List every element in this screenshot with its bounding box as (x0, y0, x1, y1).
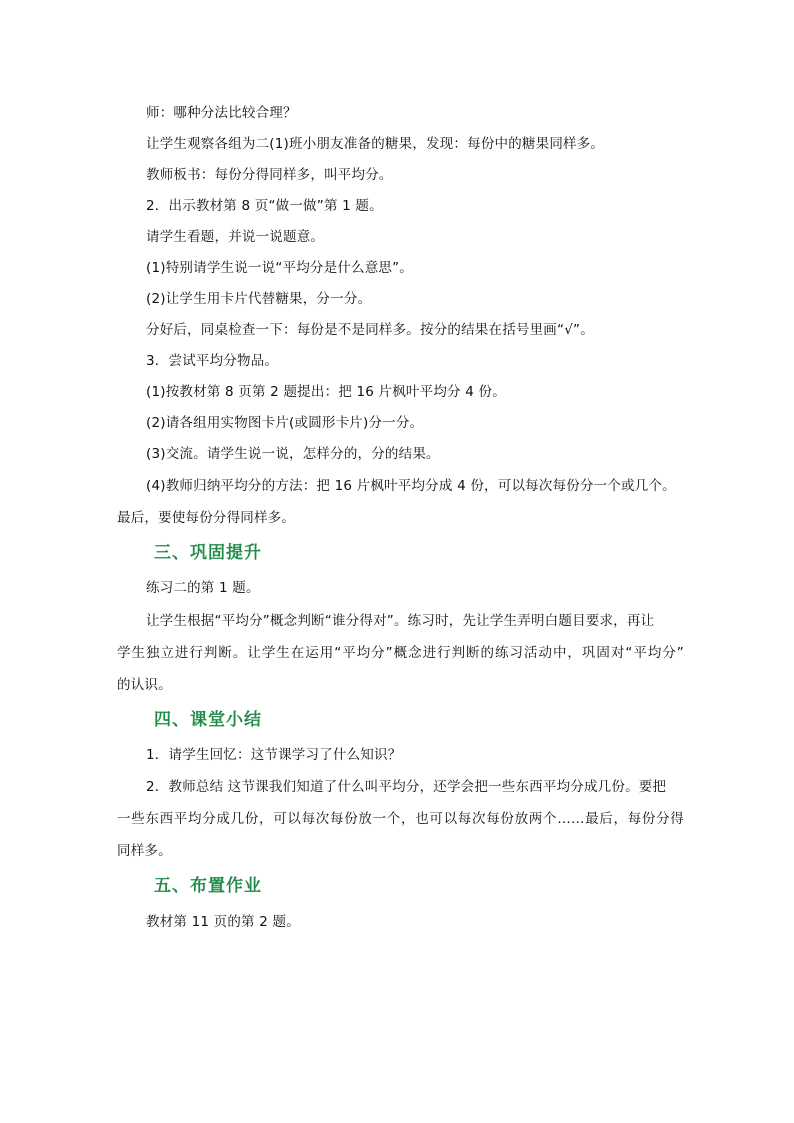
paragraph-line: (1)按教材第 8 页第 2 题提出：把 16 片枫叶平均分 4 份。 (146, 384, 506, 400)
paragraph-line: (2)请各组用实物图卡片(或圆形卡片)分一分。 (146, 415, 424, 431)
justified-text: 学生独立进行判断。让学生在运用“平均分”概念进行判断的练习活动中，巩固对“平均分” (117, 645, 684, 661)
paragraph-line: 最后，要使每份分得同样多。 (117, 510, 296, 526)
paragraph-line (117, 643, 684, 663)
paragraph-line: 1．请学生回忆：这节课学习了什么知识？ (146, 747, 402, 763)
paragraph-line: (2)让学生用卡片代替糖果，分一分。 (146, 291, 372, 307)
paragraph-line: 分好后，同桌检查一下：每份是不是同样多。按分的结果在括号里画“√”。 (146, 322, 594, 338)
section-heading: 四、课堂小结 (154, 710, 262, 730)
paragraph-line: (3)交流。请学生说一说，怎样分的，分的结果。 (146, 446, 440, 462)
paragraph-line: 请学生看题，并说一说题意。 (146, 229, 325, 245)
justified-text: 一些东西平均分成几份，可以每次每份放一个，也可以每次每份放两个……最后，每份分得 (117, 811, 684, 827)
paragraph-line: 教材第 11 页的第 2 题。 (146, 914, 300, 930)
section-heading: 三、巩固提升 (154, 543, 262, 563)
section-heading: 五、布置作业 (154, 876, 262, 896)
paragraph-line: (4)教师归纳平均分的方法：把 16 片枫叶平均分成 4 份，可以每次每份分一个或几个。 (146, 478, 676, 494)
paragraph-line: 练习二的第 1 题。 (146, 580, 260, 596)
paragraph-line: 2．出示教材第 8 页“做一做”第 1 题。 (146, 198, 383, 214)
paragraph-line: 同样多。 (117, 843, 172, 859)
paragraph-line (117, 809, 684, 829)
paragraph-line: (1)特别请学生说一说“平均分是什么意思”。 (146, 260, 414, 276)
paragraph-line: 让学生根据“平均分”概念判断“谁分得对”。练习时，先让学生弄明白题目要求，再让 (146, 613, 655, 629)
paragraph-line: 让学生观察各组为二(1)班小朋友准备的糖果，发现：每份中的糖果同样多。 (146, 136, 605, 152)
paragraph-line: 的认识。 (117, 677, 172, 693)
paragraph-line: 2．教师总结 这节课我们知道了什么叫平均分，还学会把一些东西平均分成几份。要把 (146, 779, 667, 795)
paragraph-line: 教师板书：每份分得同样多，叫平均分。 (146, 167, 393, 183)
paragraph-line: 师：哪种分法比较合理？ (146, 105, 297, 121)
paragraph-line: 3．尝试平均分物品。 (146, 353, 279, 369)
